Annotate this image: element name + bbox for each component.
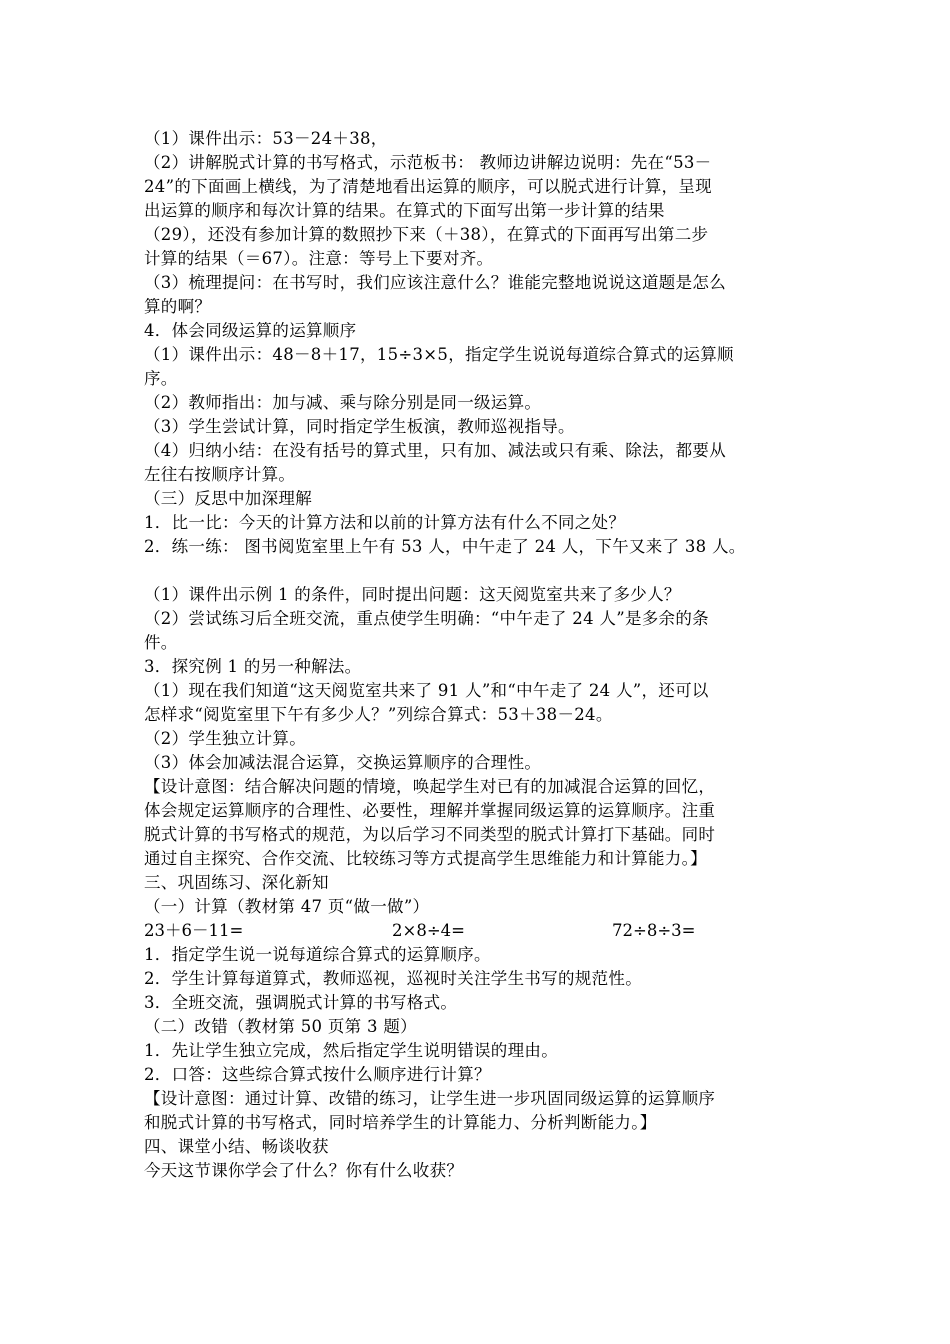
design-intent: 【设计意图：通过计算、改错的练习，让学生进一步巩固同级运算的运算顺序 [144, 1089, 716, 1108]
text-line: 2．学生计算每道算式，教师巡视，巡视时关注学生书写的规范性。 [144, 969, 642, 988]
text-line: 件。 [144, 633, 178, 652]
equation-1: 23＋6－11= [144, 921, 244, 940]
text-line: 3．探究例 1 的另一种解法。 [144, 657, 362, 676]
text-line: （3）体会加减法混合运算，交换运算顺序的合理性。 [144, 753, 542, 772]
text-line: 24”的下面画上横线，为了清楚地看出运算的顺序，可以脱式进行计算，呈现 [144, 177, 712, 196]
text-line: （2）尝试练习后全班交流，重点使学生明确：“中午走了 24 人”是多余的条 [144, 609, 709, 628]
text-line: （1）现在我们知道“这天阅览室共来了 91 人”和“中午走了 24 人”，还可以 [144, 681, 709, 700]
text-line: 计算的结果（＝67）。注意：等号上下要对齐。 [144, 249, 494, 268]
text-line: 序。 [144, 369, 178, 388]
text-line: （2）讲解脱式计算的书写格式，示范板书： 教师边讲解边说明：先在“53－ [144, 153, 712, 172]
design-intent: 【设计意图：结合解决问题的情境，唤起学生对已有的加减混合运算的回忆， [144, 777, 716, 796]
text-line: 1．比一比：今天的计算方法和以前的计算方法有什么不同之处？ [144, 513, 626, 532]
section-heading: 4．体会同级运算的运算顺序 [144, 321, 357, 340]
text-line: （2）教师指出：加与减、乘与除分别是同一级运算。 [144, 393, 542, 412]
design-intent: 和脱式计算的书写格式，同时培养学生的计算能力、分析判断能力。】 [144, 1113, 657, 1132]
section-heading: 三、巩固练习、深化新知 [144, 873, 329, 892]
text-line: （3）梳理提问：在书写时，我们应该注意什么？谁能完整地说说这道题是怎么 [144, 273, 726, 292]
text-line: 怎样求“阅览室里下午有多少人？”列综合算式：53＋38－24。 [144, 705, 613, 724]
text-line: （29），还没有参加计算的数照抄下来（＋38），在算式的下面再写出第二步 [144, 225, 709, 244]
text-line: 算的啊？ [144, 297, 212, 316]
text-line: （2）学生独立计算。 [144, 729, 306, 748]
section-heading: （三）反思中加深理解 [144, 489, 312, 508]
section-heading: 四、课堂小结、畅谈收获 [144, 1137, 329, 1156]
text-line: （4）归纳小结：在没有括号的算式里，只有加、减法或只有乘、除法，都要从 [144, 441, 726, 460]
text-line: 1．指定学生说一说每道综合算式的运算顺序。 [144, 945, 491, 964]
text-line: 2．口答：这些综合算式按什么顺序进行计算？ [144, 1065, 491, 1084]
text-line: 1．先让学生独立完成，然后指定学生说明错误的理由。 [144, 1041, 558, 1060]
text-line: （1）课件出示：48－8＋17，15÷3×5，指定学生说说每道综合算式的运算顺 [144, 345, 734, 364]
design-intent: 脱式计算的书写格式的规范，为以后学习不同类型的脱式计算打下基础。同时 [144, 825, 716, 844]
text-line: 3．全班交流，强调脱式计算的书写格式。 [144, 993, 458, 1012]
text-line: 左往右按顺序计算。 [144, 465, 296, 484]
section-heading: （一）计算（教材第 47 页“做一做”） [144, 897, 430, 916]
design-intent: 体会规定运算顺序的合理性、必要性，理解并掌握同级运算的运算顺序。注重 [144, 801, 716, 820]
equation-2: 2×8÷4= [392, 921, 465, 940]
equation-3: 72÷8÷3= [612, 921, 696, 940]
section-heading: （二）改错（教材第 50 页第 3 题） [144, 1017, 417, 1036]
text-line: 2．练一练： 图书阅览室里上午有 53 人，中午走了 24 人，下午又来了 38 人。 [144, 537, 746, 556]
text-line: （1）课件出示例 1 的条件，同时提出问题：这天阅览室共来了多少人？ [144, 585, 681, 604]
text-line: （3）学生尝试计算，同时指定学生板演，教师巡视指导。 [144, 417, 575, 436]
text-line: （1）课件出示：53－24＋38， [144, 129, 388, 148]
text-line: 今天这节课你学会了什么？你有什么收获？ [144, 1161, 464, 1180]
text-line: 出运算的顺序和每次计算的结果。在算式的下面写出第一步计算的结果 [144, 201, 665, 220]
design-intent: 通过自主探究、合作交流、比较练习等方式提高学生思维能力和计算能力。】 [144, 849, 707, 868]
